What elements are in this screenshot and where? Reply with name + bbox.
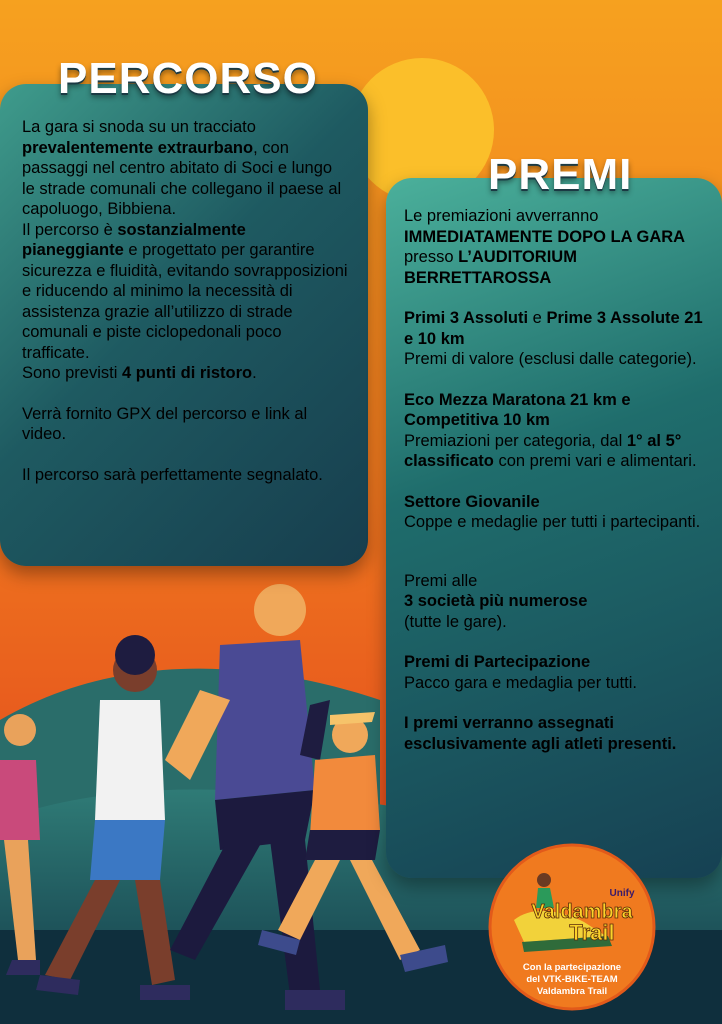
premi-section: [404, 591, 704, 612]
premi-section-detail: Premi alle: [404, 571, 478, 590]
bold-span: prevalentemente extraurbano: [22, 138, 254, 157]
bold-span: Eco Mezza Maratona 21 km e Competitiva 10 km: [404, 390, 631, 429]
premi-section-detail: Coppe e medaglie per tutti i partecipanti.: [404, 513, 701, 531]
bold-span: I premi verranno assegnati esclusivamente agli atleti presenti.: [404, 714, 677, 753]
premi-section: [404, 492, 704, 513]
percorso-paragraph: [22, 220, 348, 364]
percorso-paragraph: [22, 117, 348, 220]
text-span: presso: [404, 248, 459, 266]
premi-section: [404, 308, 704, 349]
text-span: con premi vari e alimentari.: [493, 452, 697, 470]
logo-brand-small: Unify: [609, 888, 635, 899]
text-span: Sono previsti: [22, 364, 122, 382]
logo-caption-1: Con la partecipazione: [522, 962, 622, 973]
valdambra-trail-logo: [484, 842, 660, 1012]
logo-caption-3: Valdambra Trail: [536, 986, 608, 997]
percorso-paragraph: Verrà fornito GPX del percorso e link al video.: [22, 404, 308, 443]
bold-span: Settore Giovanile: [404, 492, 540, 511]
bold-span: IMMEDIATAMENTE DOPO LA GARA: [404, 227, 686, 246]
text-span: Premiazioni per categoria, dal: [404, 431, 627, 450]
percorso-text: [22, 117, 348, 485]
bold-span: Primi 3 Assoluti: [404, 309, 529, 327]
percorso-paragraph: [22, 363, 348, 384]
text-span: Il percorso è: [22, 220, 118, 239]
premi-section-detail: Pacco gara e medaglia per tutti.: [404, 673, 637, 692]
percorso-paragraph: Il percorso sarà perfettamente segnalato.: [22, 465, 323, 484]
bold-span: 1° al 5° classificato: [404, 431, 682, 470]
text-span: , con passaggi nel centro abitato di Soci e lungo le strade comunali che collegano il paese al capoluogo, Bibbiena.: [22, 138, 342, 218]
premi-title: PREMI: [488, 150, 633, 199]
premi-section-detail: Premi di valore (esclusi dalle categorie).: [404, 350, 697, 368]
text-span: e: [528, 309, 547, 327]
logo-brand-line1: Valdambra: [531, 901, 633, 923]
premi-section: [404, 652, 704, 673]
bold-span: 3 società più numerose: [404, 592, 588, 610]
bold-span: 4 punti di ristoro: [121, 364, 253, 382]
text-span: e progettato per garantire sicurezza e fluidità, evitando sovrapposizioni e riducendo al minimo la necessità di assistenza grazie all’utilizzo di strade comunali e piste ciclopedonali poco trafficate.: [22, 241, 348, 362]
logo-caption-2: del VTK-BIKE-TEAM: [526, 974, 618, 985]
bold-span: sostanzialmente pianeggiante: [22, 220, 246, 259]
premi-section-detail: (tutte le gare).: [404, 612, 507, 631]
text-span: La gara si snoda su un tracciato: [22, 118, 256, 136]
premi-closing: [404, 713, 704, 754]
premi-text: [404, 206, 704, 754]
text-span: .: [252, 364, 257, 382]
bold-span: Premi di Partecipazione: [404, 653, 591, 671]
premi-section: [404, 390, 704, 431]
premi-intro: [404, 206, 704, 288]
premi-section-detail: [404, 431, 704, 472]
logo-brand-line2: Trail: [569, 920, 615, 945]
bold-span: L’AUDITORIUM BERRETTAROSSA: [404, 248, 577, 287]
text-span: Le premiazioni avverranno: [404, 207, 599, 225]
percorso-title: PERCORSO: [58, 54, 318, 103]
bold-span: Prime 3 Assolute 21 e 10 km: [404, 309, 703, 348]
